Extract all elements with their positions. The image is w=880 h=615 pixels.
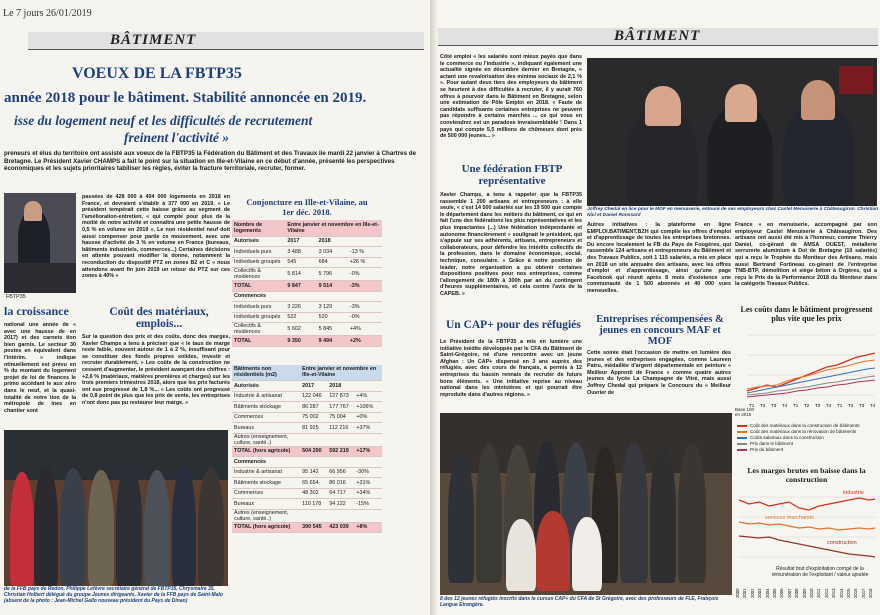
section-label: Commencés	[232, 291, 382, 302]
chart-note: Résultat brut d'exploitation corrigé de la rémunération de l'exploitant / valeur ajoutée	[771, 566, 869, 578]
left-col-0: national une année de « avec une hausse de en 2017) et des carnets tion bien garnis. Le secteur 30 postes en équivalent dans l'intérim. » indique ntinuellement est prévu en % du montant du logement projet de loi de finances le primo accédant le aux zéro dans le neuf, et la quasi-totalité de notre tion de la métropole de ines en chantier sont	[4, 322, 76, 414]
x-tick-label: 2017	[860, 588, 866, 598]
row-value: 3 488	[285, 247, 316, 258]
article-title: VOEUX DE LA FBTP35	[72, 65, 242, 82]
row-value	[354, 509, 382, 522]
logements-table	[232, 220, 382, 347]
row-value: 423 039	[327, 522, 354, 533]
table-title: Conjoncture en Ille-et-Vilaine, au 1er déc. 2018.	[246, 197, 368, 217]
row-label: Bureaux	[232, 499, 300, 510]
row-value: 127 873	[327, 391, 354, 402]
row-value: -3%	[348, 281, 382, 292]
row-value	[327, 509, 354, 522]
banner-logo	[839, 66, 873, 94]
row-value	[354, 433, 382, 446]
x-ticks	[749, 403, 876, 408]
x-tick-label: T1	[793, 403, 799, 408]
row-value: 592 219	[327, 446, 354, 457]
series-line	[747, 380, 875, 397]
costs-chart	[735, 305, 878, 463]
row-value: 9 494	[317, 336, 348, 347]
row-value: 65 654	[300, 478, 327, 489]
series-label: services marchands	[765, 515, 814, 521]
x-tick-label: 2009	[801, 588, 807, 598]
legend-label: Prix du bâtiment	[750, 447, 784, 452]
row-value: 48 302	[300, 488, 327, 499]
row-value: -30%	[354, 467, 382, 478]
maf-text: Cette soirée était l'occasion de mettre en lumière des jeunes et des entreprises engagées, comme Laureen Patru, médaillée d'argent départementale en peinture « Meilleur Apprenti de France » comme quatre autres jeunes du lycée La Champagne de Vitré, mais aussi Joffrey Chedal qui prépare le Concours du « Meilleur Ouvrier de	[587, 350, 731, 396]
x-tick-label: 2006	[779, 588, 785, 598]
legend-swatch	[737, 449, 747, 451]
row-label: TOTAL	[232, 336, 285, 347]
person	[620, 443, 648, 583]
row-value: 75 002	[300, 412, 327, 423]
table-row	[232, 522, 382, 533]
row-value: +31%	[354, 478, 382, 489]
row-value: +4%	[354, 391, 382, 402]
group-photo-left	[4, 430, 228, 586]
row-label: Collectifs & résidences	[232, 323, 285, 336]
article-subhead-2: freinent l'activité »	[124, 130, 229, 145]
year-label: 2017	[285, 236, 316, 247]
section-title-right: BÂTIMENT	[614, 28, 701, 44]
legend-item	[737, 447, 878, 453]
section-banner-right	[438, 28, 878, 46]
row-value: -0%	[348, 268, 382, 281]
row-label: Commerces	[232, 488, 300, 499]
row-value: 522	[285, 312, 316, 323]
table-subheader-row	[232, 381, 382, 392]
person	[34, 466, 58, 586]
x-tick-label: T1	[749, 403, 755, 408]
chart-title: Les marges brutes en baisse dans la construction	[747, 466, 866, 484]
croissance-title: la croissance	[4, 304, 69, 318]
section-label: Commencés	[232, 457, 382, 468]
table-subheader-row	[232, 236, 382, 247]
cap-text: Le Président de la FBTP35 a mis en lumière une initiative inédite développée par le CFA du Bâtiment de Saint-Grégoire, né d'une rencontre avec un jeune Afghan : Un CAP+ dispensé en 3 ans auprès des réfugiés, avec des cours de français, a permis à 12 entreprises du bassin rennais de recruter de futurs bons éléments. « Une initiative reprise au niveau national dans les ministères et qui pourrait être reproduite dans d'autres régions. »	[440, 339, 582, 398]
article-headline: année 2018 pour le bâtiment. Stabilité annoncée en 2019.	[4, 90, 367, 106]
couts-text: Sur la question des prix et des coûts, donc des marges, Xavier Champs a tenu à préciser que « le taux de marge reste faible, souvent autour de 1 à 2 %, insuffisant pour se constituer des fonds propres solides, investir et recruter durablement. » Les coûts de la construction ne cessent d'augmenter, le président avançant des chiffres : +2,6 % (matériaux, matières premières et charges) sur les trois premiers trimestres 2018, alors que les prix facturés ont eux progressé de 1,8 %... « Les coûts ont progressé de 0,8 point de plus que les prix de vente, les entreprises n'ont donc pas pu restaurer leur marge. »	[82, 334, 230, 406]
photo-backdrop	[4, 430, 228, 480]
table-header-row	[232, 365, 382, 381]
person	[448, 453, 474, 583]
x-tick-label: T2	[848, 403, 854, 408]
row-value: +106%	[354, 402, 382, 413]
row-label: Bureaux	[232, 423, 300, 434]
x-tick-label: T3	[815, 403, 821, 408]
row-value: +0%	[354, 412, 382, 423]
table-row	[232, 257, 382, 268]
x-tick-label: 2003	[757, 588, 763, 598]
left-col-1: passées de 428 000 à 404 000 logements en 2018 en France, et devraient s'établir à 377 000 en 2019. « Le président tempérait cette baisse grâce au segment de l'amélioration-entretien, « qui compte pour plus de la moitié de notre activité et connaîtra une petite hausse de 0,5 % en volume en 2019 ». Le non résidentiel neuf doit aussi compenser pour partie ce mouvement, avec une hausse d'activité de 3 % en volume en France (bureaux, bâtiments industriels, commerces...) Certaines décisions en attente pouvant modifier la donne, notamment la reconduction du dispositif PTZ en zones B2 et C « nous attendons avant fin juin 2019 un retour du PTZ sur ces zones à 40% »	[82, 194, 230, 280]
group-photo-left-caption: de la FFB pays de Redon, Philippe Lefèvre secrétaire général de FBTP35, Chrysmaire 35. Christian Holbert délégué du groupe Jeunes dirigeants, Xavier de la FFB pays de Saint-Malo (absent de la photo : Jean-Michel Gallo nouveau président du Pays de Dinan)	[4, 586, 223, 604]
row-value: 110 178	[300, 499, 327, 510]
speaker-photo	[4, 193, 76, 293]
person	[536, 511, 570, 591]
row-value: -15%	[354, 499, 382, 510]
x-tick-label: 2000	[735, 588, 740, 598]
legend-swatch	[737, 443, 747, 445]
row-value: 64 717	[327, 488, 354, 499]
table-section-row	[232, 291, 382, 302]
person	[476, 443, 502, 583]
person	[678, 443, 706, 583]
row-label: Autres (enseignement, culture, santé..)	[232, 433, 300, 446]
x-tick-label: T2	[760, 403, 766, 408]
conjoncture-table	[232, 220, 382, 533]
award-photo	[587, 58, 877, 206]
table-row	[232, 509, 382, 522]
margins-chart	[735, 466, 878, 615]
x-tick-label: 2002	[749, 588, 755, 598]
chart-title: Les coûts dans le bâtiment progressent plus vite que les prix	[740, 305, 873, 323]
series-line	[747, 353, 875, 391]
table-row	[232, 446, 382, 457]
section-title-left: BÂTIMENT	[110, 32, 197, 48]
row-value: 3 129	[317, 302, 348, 313]
table-row	[232, 423, 382, 434]
table-row	[232, 499, 382, 510]
maf-title: Entreprises récompensées & jeunes en concours MAF et MOF	[596, 314, 724, 347]
table-row	[232, 467, 382, 478]
row-value: -0%	[348, 312, 382, 323]
table-row	[232, 391, 382, 402]
legend-swatch	[737, 425, 747, 427]
table-row	[232, 402, 382, 413]
row-label: Industrie & artisanat	[232, 467, 300, 478]
x-tick-label: 2008	[794, 588, 800, 598]
row-value: -13 %	[348, 247, 382, 258]
row-value	[300, 509, 327, 522]
legend-label: Prix dans le bâtiment	[750, 441, 793, 446]
table-header: Bâtiments non résidentiels (m2)	[232, 365, 300, 381]
row-value: 5 814	[285, 268, 316, 281]
row-value: 504 200	[300, 446, 327, 457]
person-face	[645, 86, 681, 126]
x-tick-label: T2	[804, 403, 810, 408]
x-tick-label: 2012	[823, 588, 829, 598]
person	[116, 464, 142, 586]
row-label: TOTAL (hors agricole)	[232, 446, 300, 457]
lectern	[4, 263, 76, 293]
row-value: 9 350	[285, 336, 316, 347]
row-label: Individuels purs	[232, 302, 285, 313]
legend-label: Coût des matériaux dans la construction de bâtiments	[750, 423, 860, 428]
row-value: 81 925	[300, 423, 327, 434]
source-label: Le 7 jours 26/01/2019	[3, 8, 92, 19]
row-value: +2%	[348, 336, 382, 347]
row-value: 390 545	[300, 522, 327, 533]
chart-legend	[737, 423, 878, 453]
refugees-photo-caption: 8 des 12 jeunes réfugiés inscrits dans le cursus CAP+ du CFA de St Grégoire, avec des professeurs de FLE, François Langue Etrangère.	[440, 596, 719, 608]
x-tick-label: 2010	[809, 588, 814, 598]
x-tick-label: 2005	[772, 588, 777, 598]
row-value: 520	[317, 312, 348, 323]
federation-title: Une fédération FBTP représentative	[461, 163, 563, 187]
row-value: 94 122	[327, 499, 354, 510]
series-labels	[765, 490, 864, 546]
table-row	[232, 478, 382, 489]
row-value: +34%	[354, 488, 382, 499]
costs-chart-svg	[735, 325, 878, 415]
person	[506, 519, 536, 591]
table-header: Entre janvier et novembre en Ille-et-Vilaine	[300, 365, 382, 381]
x-tick-label: 2018	[868, 588, 874, 598]
section-label: Autorisés	[232, 236, 285, 247]
legend-label: Coûts salariaux dans la construction	[750, 435, 824, 440]
table-row	[232, 312, 382, 323]
row-value: 122 046	[300, 391, 327, 402]
x-tick-label: T4	[870, 403, 876, 408]
person	[88, 470, 114, 586]
couts-title: Coût des matériaux, emplois...	[109, 306, 209, 330]
x-axis-years	[735, 588, 878, 612]
row-label: Individuels groupés	[232, 257, 285, 268]
row-label: Bâtiments stockage	[232, 478, 300, 489]
row-value	[300, 433, 327, 446]
table-header: Nombre de logements	[232, 220, 285, 236]
row-value: 177 767	[327, 402, 354, 413]
row-label: Individuels purs	[232, 247, 285, 258]
legend-label: Coût des matériaux dans la rénovation de bâtiments	[750, 429, 857, 434]
table-row	[232, 433, 382, 446]
series-label: construction	[827, 540, 857, 546]
table-row	[232, 336, 382, 347]
x-tick-label: 2004	[764, 588, 770, 598]
rows-commences-nr	[232, 467, 382, 533]
table-row	[232, 412, 382, 423]
row-value: 3 226	[285, 302, 316, 313]
right-text: France » en menuiserie, accompagné par son employeur Castel Menuiserie à Châteaugiron. Des artisans ont aussi été mis à l'honneur, comme Thierry Daniel, co-gérant de AMSA OUEST, métallerie serrurerie aluminium à Dol de Bretagne (10 salariés) qui a reçu le Trophée du Moniteur des Artisans, mais aussi Bertrand Fortineau co-gérant de l'entreprise TNB-BTP, démolition et siège béton à Orgères, qui a reçu le Prix de la Performance 2018 du Moniteur dans la catégorie Travaux Publics.	[735, 222, 877, 288]
row-value: 75 004	[327, 412, 354, 423]
row-value: 9 514	[317, 281, 348, 292]
row-value: 95 142	[300, 467, 327, 478]
cap-title: Un CAP+ pour des réfugiés	[446, 319, 581, 331]
x-tick-label: 2011	[816, 588, 822, 598]
row-label: Collectifs & résidences	[232, 268, 285, 281]
page-gutter	[430, 0, 438, 615]
row-label: Industrie & artisanat	[232, 391, 300, 402]
series-label: industrie	[843, 490, 864, 496]
series-line	[739, 522, 875, 530]
table-header-row	[232, 220, 382, 236]
year-label: 2017	[300, 381, 327, 392]
section-label: Autorisés	[232, 381, 300, 392]
row-value: 9 847	[285, 281, 316, 292]
table-header: Entre janvier et novembre en Ille-et-Vilaine	[285, 220, 382, 236]
x-tick-label: T3	[859, 403, 865, 408]
person	[572, 517, 602, 591]
row-value: 66 956	[327, 467, 354, 478]
row-label: Bâtiments stockage	[232, 402, 300, 413]
x-tick-label: 2013	[831, 588, 837, 598]
person	[60, 468, 86, 586]
row-value: +37%	[354, 423, 382, 434]
table-row	[232, 281, 382, 292]
table-section-row	[232, 457, 382, 468]
row-value: 545	[285, 257, 316, 268]
rows-autorises-nr	[232, 391, 382, 457]
year-label: 2018	[317, 236, 348, 247]
row-label: Autres (enseignement, culture, santé..)	[232, 509, 300, 522]
table-row	[232, 488, 382, 499]
person	[10, 472, 34, 586]
row-label: TOTAL	[232, 281, 285, 292]
x-tick-label: T1	[837, 403, 843, 408]
row-value: 5 602	[285, 323, 316, 336]
article-subhead-1: isse du logement neuf et les difficultés de recrutement	[14, 113, 313, 128]
speaker-face	[24, 201, 42, 221]
margins-chart-svg	[735, 482, 878, 572]
award-photo-caption: Joffrey Chedal en lice pour le MOF en menuiserie, entouré de ses employeurs chez Castel Menuiserie à Châteaugiron. Christian Nicl et Daniel Ronssard	[587, 207, 879, 218]
section-banner-left	[28, 32, 424, 50]
table-row	[232, 323, 382, 336]
row-value: 86 016	[327, 478, 354, 489]
mid-text: Autres initiatives : la plateforme en ligne EMPLOI.BATIMENT.BZH qui compile les offres d'emploi et d'apprentissage de toutes les entreprises bretonnes. Du encore localement la FB du Pays de Fougères, qui rassemble 124 artisans et entrepreneurs du Bâtiment et des Travaux Publics, soit 1 115 salariés, a mis en place en 2018 un site annuaire des artisans, avec les offres d'emploi et d'apprentissage, ainsi qu'une page Facebook qui réunit après 8 mois d'existence une communauté de 1 500 abonnés et 40 000 vues mensuelles.	[587, 222, 731, 294]
article-intro: preneurs et élus du territoire ont assisté aux voeux de la FBTP35 la Fédération du Bâtiment et des Travaux lie mardi 22 janvier à Chartres de Bretagne. Le Président Xavier CHAMPS a fait le point sur la situation en Ille-et-Vilaine en ce début d'année, présenté les perspectives économiques et les sujets prioritaires tabiliser les règles, éviter la fracture territoriale, recruter, former.	[4, 150, 416, 173]
row-value: +26 %	[348, 257, 382, 268]
row-value: 86 287	[300, 402, 327, 413]
x-tick-label: T4	[782, 403, 788, 408]
table-row	[232, 268, 382, 281]
row-value: 684	[317, 257, 348, 268]
row-label: TOTAL (hors agricole)	[232, 522, 300, 533]
row-value: 5 845	[317, 323, 348, 336]
x-tick-label: 2015	[846, 588, 851, 598]
right-col-top: Côté emploi « les salariés sont mieux payés que dans le commerce ou l'industrie », indiquant également une actualité signée en décembre dernier en Bretagne, « actant une revalorisation des minima sociaux de 2,1 % ». Pour autant deux tiers des employeurs du bâtiment se heurtent à des difficultés à recruter, il y aurait 760 offres à pourvoir dans le Bâtiment en Bretagne, selon une estimation de Pôle Emploi en 2018. « Faute de candidats suffisants certaines entreprises ne peuvent pas répondre à certains marchés ... ce qui vous en conviendrez est un paradoxe invraisemblable ! Dans 1 pays qui compte 5,5 millions de chômeurs dont près de 500 000 jeunes... »	[440, 54, 582, 140]
row-label: Individuels groupés	[232, 312, 285, 323]
x-tick-label: T4	[826, 403, 832, 408]
legend-swatch	[737, 431, 747, 433]
non-residentiel-table	[232, 365, 382, 534]
table-row	[232, 247, 382, 258]
rows-commences	[232, 302, 382, 347]
row-value: 3 034	[317, 247, 348, 258]
x-tick-label: 2014	[838, 588, 844, 598]
refugees-photo	[440, 413, 732, 595]
x-tick-label: 2007	[786, 588, 792, 598]
federation-text: Xavier Champs, a tenu à rappeler que la FBTP35 rassemble 1 200 artisans et entrepreneurs : à elle seule, « c'est 14 500 salariés sur les 19 500 que compte le département dans les métiers du bâtiment, ce qui en fait l'une des fédérations les plus représentatives et les plus impactantes (...) Une fédération indépendante et autonome financièrement » soulignait le président, qui s'appuie sur ses adhérents, artisans, entrepreneurs et collaborateurs, pour défendre les intérêts collectifs de la profession, dans le domaine économique, social, technique, consulaire. « Grâce à notre position de leader, notre organisation a pu obtenir certaines dispositions positives pour nos entreprises, comme l'allongement de 180h à 300h par an du contingent d'heures supplémentaires, et cela contre l'avis de la CAPEB. »	[440, 192, 582, 297]
row-value: +4%	[348, 323, 382, 336]
person	[198, 468, 224, 586]
person	[144, 470, 170, 586]
year-label: 2018	[327, 381, 354, 392]
person-face	[801, 80, 835, 120]
person	[650, 445, 676, 583]
row-value: 5 796	[317, 268, 348, 281]
speaker-photo-caption: FBTP35	[6, 294, 26, 300]
x-tick-label: 2001	[742, 588, 748, 598]
person	[172, 466, 196, 586]
row-value: -3%	[348, 302, 382, 313]
table-row	[232, 302, 382, 313]
base-note: Base 100 en 2015	[735, 407, 755, 417]
series-line	[739, 498, 875, 510]
x-tick-label: T3	[771, 403, 777, 408]
legend-swatch	[737, 437, 747, 439]
row-value	[327, 433, 354, 446]
row-value: +17%	[354, 446, 382, 457]
x-tick-label: 2016	[853, 588, 859, 598]
row-value: 112 216	[327, 423, 354, 434]
row-value: +8%	[354, 522, 382, 533]
row-label: Commerces	[232, 412, 300, 423]
person-face	[725, 84, 757, 122]
rows-autorises	[232, 247, 382, 292]
